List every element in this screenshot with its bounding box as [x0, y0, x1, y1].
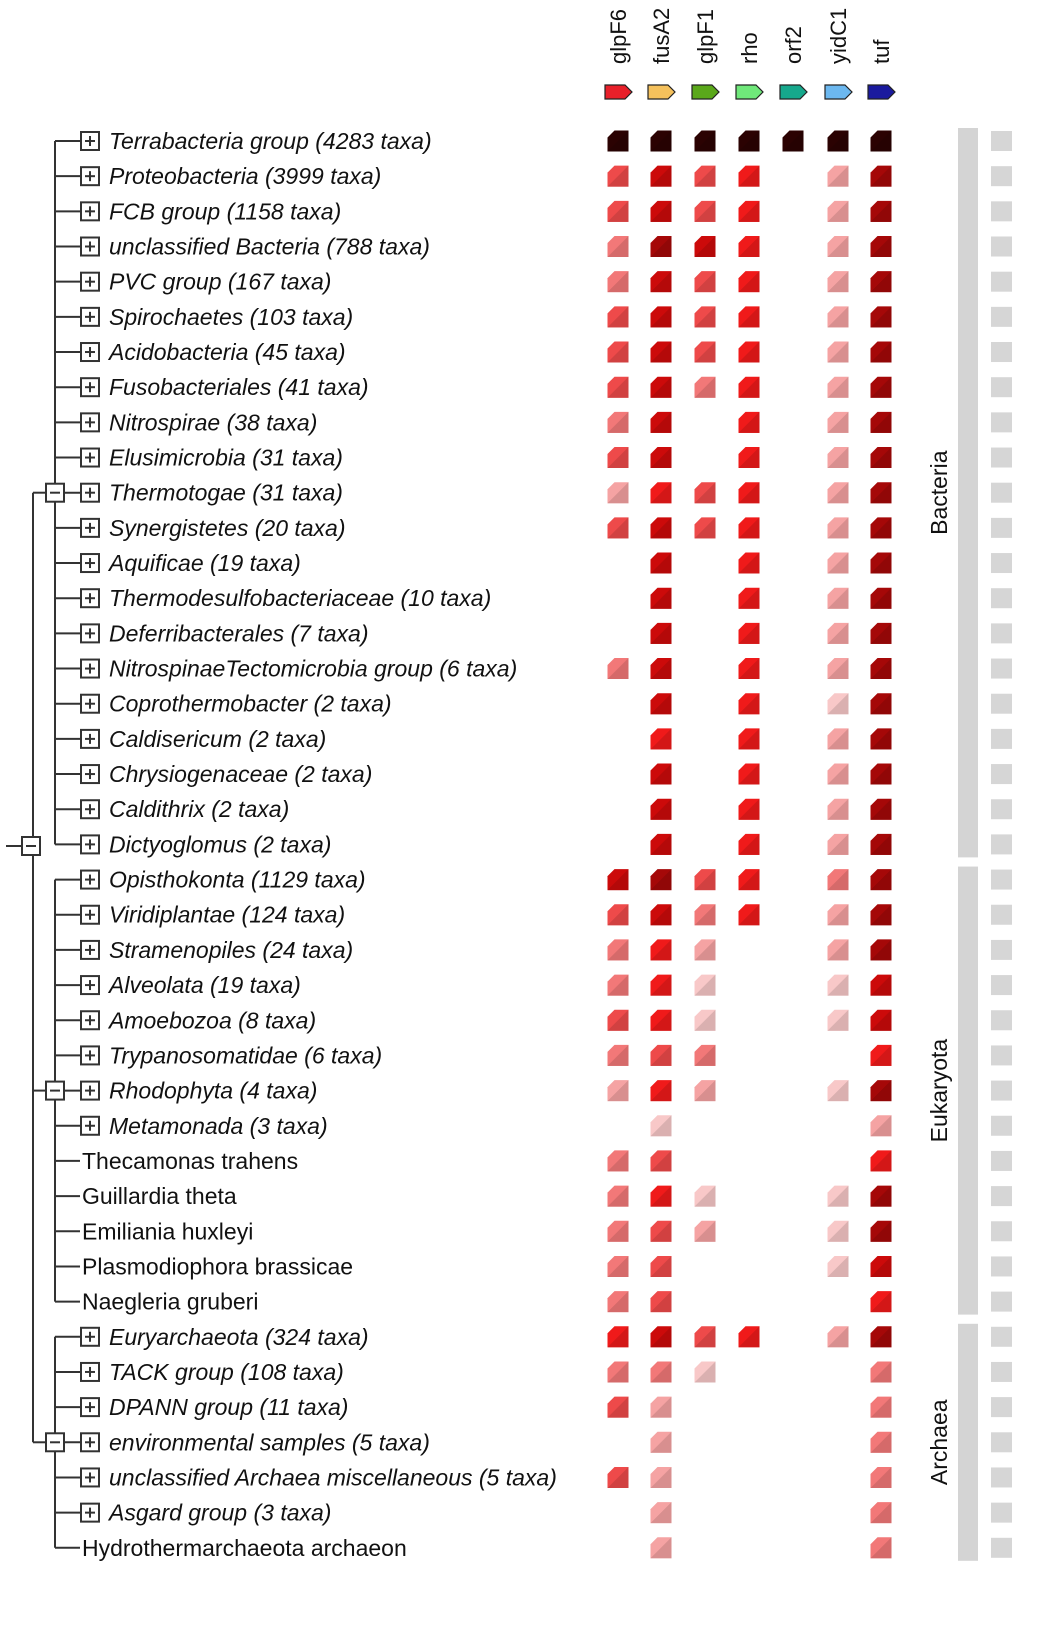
expand-toggle-acidobacteria-45-taxa[interactable]	[81, 343, 99, 361]
expand-toggle-chrysiogenaceae-2-taxa[interactable]	[81, 765, 99, 783]
taxon-label[interactable]: Acidobacteria (45 taxa)	[109, 339, 346, 366]
track-square	[991, 1151, 1012, 1171]
taxon-label[interactable]: Asgard group (3 taxa)	[109, 1499, 332, 1526]
track-square	[991, 131, 1012, 151]
taxon-label[interactable]: Stramenopiles (24 taxa)	[109, 936, 354, 963]
expand-toggle-trypanosomatidae-6-taxa[interactable]	[81, 1046, 99, 1064]
taxon-label[interactable]: Spirochaetes (103 taxa)	[109, 303, 354, 330]
track-square	[991, 518, 1012, 538]
expand-toggle-amoebozoa-8-taxa[interactable]	[81, 1011, 99, 1029]
track-square	[991, 1081, 1012, 1101]
track-square	[991, 1362, 1012, 1382]
track-square	[991, 1221, 1012, 1241]
track-square	[991, 166, 1012, 186]
expand-toggle-caldithrix-2-taxa[interactable]	[81, 800, 99, 818]
taxon-label: Naegleria gruberi	[82, 1288, 259, 1315]
taxon-label[interactable]: PVC group (167 taxa)	[109, 268, 332, 295]
taxon-label[interactable]: unclassified Archaea miscellaneous (5 taxa)	[109, 1464, 557, 1491]
taxon-label: Plasmodiophora brassicae	[82, 1253, 354, 1280]
taxon-label[interactable]: Trypanosomatidae (6 taxa)	[109, 1042, 383, 1069]
taxon-label: Guillardia theta	[82, 1183, 237, 1210]
expand-toggle-opisthokonta-1129-taxa[interactable]	[81, 871, 99, 889]
track-square	[991, 1432, 1012, 1452]
phylogenetic-tree	[6, 132, 99, 1548]
taxon-label[interactable]: Terrabacteria group (4283 taxa)	[109, 128, 432, 154]
expand-toggle-environmental-samples-5-taxa[interactable]	[81, 1433, 99, 1451]
taxon-label[interactable]: DPANN group (11 taxa)	[109, 1394, 349, 1421]
track-square	[991, 448, 1012, 468]
expand-toggle-pvc-group-167-taxa[interactable]	[81, 273, 99, 291]
taxon-label[interactable]: Viridiplantae (124 taxa)	[109, 901, 346, 928]
track-square	[991, 483, 1012, 503]
taxon-label[interactable]: Caldisericum (2 taxa)	[109, 725, 327, 752]
expand-toggle-proteobacteria-3999-taxa[interactable]	[81, 167, 99, 185]
taxon-label[interactable]: Synergistetes (20 taxa)	[109, 514, 346, 541]
collapse-toggle-root[interactable]	[22, 837, 40, 855]
expand-toggle-asgard-group-3-taxa[interactable]	[81, 1504, 99, 1522]
domain-bar-eukaryota	[958, 867, 978, 1315]
expand-toggle-metamonada-3-taxa[interactable]	[81, 1117, 99, 1135]
extra-track	[991, 131, 1012, 1558]
track-square	[991, 729, 1012, 749]
taxon-label[interactable]: Metamonada (3 taxa)	[109, 1112, 328, 1139]
track-square	[991, 377, 1012, 397]
track-square	[991, 1397, 1012, 1417]
expand-toggle-synergistetes-20-taxa[interactable]	[81, 519, 99, 537]
track-square	[991, 1186, 1012, 1206]
collapse-toggle-bacteria[interactable]	[46, 484, 64, 502]
taxon-label[interactable]: Fusobacteriales (41 taxa)	[109, 374, 369, 401]
track-square	[991, 1045, 1012, 1065]
gene-arrow-icon	[825, 85, 852, 99]
taxon-label[interactable]: FCB group (1158 taxa)	[109, 198, 342, 225]
track-square	[991, 905, 1012, 925]
domain-label-eukaryota: Eukaryota	[926, 1038, 952, 1143]
taxon-label: Hydrothermarchaeota archaeon	[82, 1534, 407, 1561]
expand-toggle-tack-group-108-taxa[interactable]	[81, 1363, 99, 1381]
expand-toggle-stramenopiles-24-taxa[interactable]	[81, 941, 99, 959]
track-square	[991, 975, 1012, 995]
expand-toggle-coprothermobacter-2-taxa[interactable]	[81, 695, 99, 713]
gene-heatmap	[608, 131, 892, 1559]
expand-toggle-caldisericum-2-taxa[interactable]	[81, 730, 99, 748]
expand-toggle-dictyoglomus-2-taxa[interactable]	[81, 835, 99, 853]
taxon-label[interactable]: Thermodesulfobacteriaceae (10 taxa)	[109, 585, 492, 612]
track-square	[991, 623, 1012, 643]
taxon-label[interactable]: Opisthokonta (1129 taxa)	[109, 866, 366, 893]
gene-label-glpF6: glpF6	[606, 8, 631, 64]
taxon-label[interactable]: Nitrospirae (38 taxa)	[109, 409, 318, 436]
taxon-label[interactable]: Proteobacteria (3999 taxa)	[109, 163, 382, 190]
taxon-labels	[82, 128, 557, 1561]
domain-label-bacteria: Bacteria	[926, 450, 952, 535]
gene-label-yidC1: yidC1	[826, 7, 851, 64]
gene-header	[605, 8, 895, 99]
collapse-toggle-eukaryota[interactable]	[46, 1082, 64, 1100]
expand-toggle-thermotogae-31-taxa[interactable]	[81, 484, 99, 502]
taxon-label[interactable]: Elusimicrobia (31 taxa)	[109, 444, 343, 471]
expand-toggle-elusimicrobia-31-taxa[interactable]	[81, 449, 99, 467]
expand-toggle-unclassified-bacteria-788-taxa[interactable]	[81, 238, 99, 256]
domain-bars	[926, 128, 978, 1561]
track-square	[991, 1467, 1012, 1487]
gene-arrow-icon	[692, 85, 719, 99]
taxon-label: Emiliania huxleyi	[82, 1218, 254, 1245]
track-square	[991, 1327, 1012, 1347]
track-square	[991, 1010, 1012, 1030]
expand-toggle-aquificae-19-taxa[interactable]	[81, 554, 99, 572]
track-square	[991, 834, 1012, 854]
taxon-label[interactable]: NitrospinaeTectomicrobia group (6 taxa)	[109, 655, 518, 682]
track-square	[991, 870, 1012, 890]
taxon-label[interactable]: environmental samples (5 taxa)	[109, 1429, 430, 1456]
track-square	[991, 940, 1012, 960]
gene-label-fusA2: fusA2	[649, 7, 674, 64]
taxon-label[interactable]: Aquificae (19 taxa)	[109, 550, 301, 577]
expand-toggle-fusobacteriales-41-taxa[interactable]	[81, 378, 99, 396]
domain-bar-bacteria	[958, 128, 978, 857]
track-square	[991, 764, 1012, 784]
gene-label-rho: rho	[737, 32, 762, 64]
expand-toggle-thermodesulfobacteriaceae-10-taxa[interactable]	[81, 589, 99, 607]
track-square	[991, 412, 1012, 432]
expand-toggle-viridiplantae-124-taxa[interactable]	[81, 906, 99, 924]
expand-toggle-dpann-group-11-taxa[interactable]	[81, 1398, 99, 1416]
expand-toggle-terrabacteria-group-4283-taxa[interactable]	[81, 132, 99, 150]
taxon-label[interactable]: Dictyoglomus (2 taxa)	[109, 831, 332, 858]
track-square	[991, 694, 1012, 714]
expand-toggle-rhodophyta-4-taxa[interactable]	[81, 1082, 99, 1100]
gene-label-tuf: tuf	[869, 39, 894, 64]
expand-toggle-fcb-group-1158-taxa[interactable]	[81, 202, 99, 220]
expand-toggle-unclassified-archaea-miscellaneous-5-taxa[interactable]	[81, 1468, 99, 1486]
track-square	[991, 201, 1012, 221]
track-square	[991, 1256, 1012, 1276]
track-square	[991, 659, 1012, 679]
taxon-label[interactable]: Amoebozoa (8 taxa)	[109, 1007, 317, 1034]
taxon-label[interactable]: Chrysiogenaceae (2 taxa)	[109, 761, 373, 788]
taxon-label[interactable]: Rhodophyta (4 taxa)	[109, 1077, 318, 1104]
gene-arrow-icon	[736, 85, 763, 99]
expand-toggle-euryarchaeota-324-taxa[interactable]	[81, 1328, 99, 1346]
taxon-label[interactable]: TACK group (108 taxa)	[109, 1358, 344, 1385]
track-square	[991, 1538, 1012, 1558]
gene-arrow-icon	[605, 85, 632, 99]
taxon-label[interactable]: Euryarchaeota (324 taxa)	[109, 1323, 369, 1350]
track-square	[991, 307, 1012, 327]
track-square	[991, 588, 1012, 608]
track-square	[991, 272, 1012, 292]
gene-arrow-icon	[868, 85, 895, 99]
gene-label-glpF1: glpF1	[693, 8, 718, 64]
track-square	[991, 1503, 1012, 1523]
gene-arrow-icon	[780, 85, 807, 99]
gene-label-orf2: orf2	[781, 26, 806, 64]
domain-label-archaea: Archaea	[926, 1399, 952, 1486]
track-square	[991, 237, 1012, 257]
expand-toggle-nitrospirae-38-taxa[interactable]	[81, 413, 99, 431]
domain-bar-archaea	[958, 1324, 978, 1561]
taxon-label[interactable]: Thermotogae (31 taxa)	[109, 479, 343, 506]
taxon-label[interactable]: Caldithrix (2 taxa)	[109, 796, 290, 823]
expand-toggle-spirochaetes-103-taxa[interactable]	[81, 308, 99, 326]
track-square	[991, 342, 1012, 362]
taxon-label[interactable]: Alveolata (19 taxa)	[109, 972, 301, 999]
collapse-toggle-archaea[interactable]	[46, 1433, 64, 1451]
taxon-label[interactable]: unclassified Bacteria (788 taxa)	[109, 233, 430, 260]
taxon-label: Thecamonas trahens	[82, 1147, 299, 1174]
expand-toggle-nitrospinaetectomicrobia-group-6-taxa[interactable]	[81, 660, 99, 678]
track-square	[991, 1116, 1012, 1136]
track-square	[991, 1292, 1012, 1312]
taxon-label[interactable]: Coprothermobacter (2 taxa)	[109, 690, 392, 717]
track-square	[991, 553, 1012, 573]
gene-arrow-icon	[648, 85, 675, 99]
expand-toggle-alveolata-19-taxa[interactable]	[81, 976, 99, 994]
taxon-label[interactable]: Deferribacterales (7 taxa)	[109, 620, 369, 647]
track-square	[991, 799, 1012, 819]
expand-toggle-deferribacterales-7-taxa[interactable]	[81, 624, 99, 642]
